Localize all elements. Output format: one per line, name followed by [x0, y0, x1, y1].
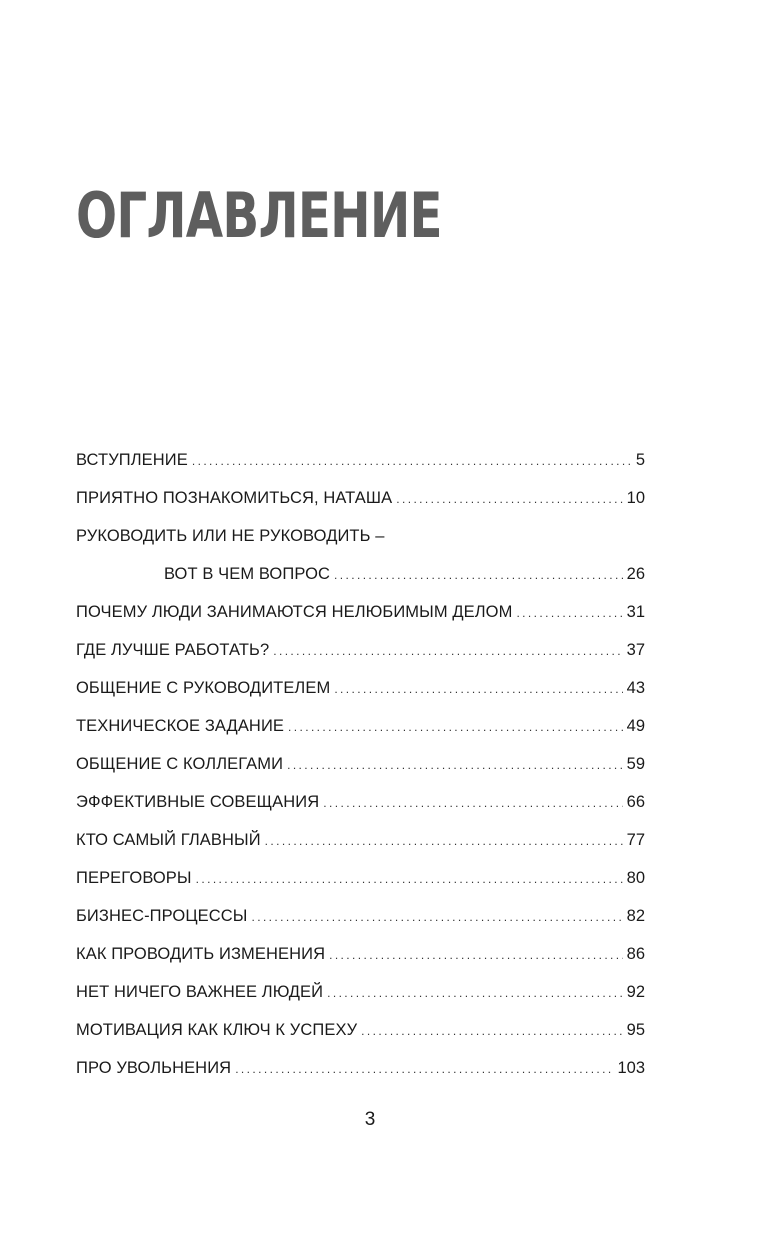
- toc-page-number: 31: [626, 603, 645, 621]
- toc-dot-leader: [334, 675, 622, 703]
- toc-entry-title: ОБЩЕНИЕ С КОЛЛЕГАМИ: [76, 755, 284, 773]
- toc-dot-leader: [265, 827, 623, 855]
- toc-entry-title: НЕТ НИЧЕГО ВАЖНЕЕ ЛЮДЕЙ: [76, 983, 324, 1001]
- toc-entry[interactable]: [76, 598, 645, 626]
- toc-dot-leader: [361, 1017, 622, 1045]
- toc-entry[interactable]: [76, 864, 645, 892]
- toc-entry-title: ВСТУПЛЕНИЕ: [76, 451, 188, 469]
- page-title: ОГЛАВЛЕНИЕ: [76, 179, 442, 252]
- toc-entry-title: ПЕРЕГОВОРЫ: [76, 869, 192, 887]
- toc-entry[interactable]: [76, 712, 645, 740]
- toc-entry[interactable]: [76, 674, 645, 702]
- toc-page-number: 43: [626, 679, 645, 697]
- toc-entry-title: МОТИВАЦИЯ КАК КЛЮЧ К УСПЕХУ: [76, 1021, 358, 1039]
- page-number: 3: [364, 1109, 376, 1130]
- toc-page-number: 95: [626, 1021, 645, 1039]
- toc-entry[interactable]: [76, 826, 645, 854]
- toc-entry[interactable]: [76, 750, 645, 778]
- toc-dot-leader: [329, 941, 623, 969]
- table-of-contents: [76, 446, 645, 1092]
- toc-page-number: 59: [626, 755, 645, 773]
- toc-entry[interactable]: [76, 902, 645, 930]
- toc-dot-leader: [334, 561, 623, 589]
- toc-page-number: 26: [626, 565, 645, 583]
- toc-page-number: 86: [626, 945, 645, 963]
- toc-dot-leader: [327, 979, 623, 1007]
- toc-dot-leader: [396, 485, 622, 513]
- toc-entry-title-continuation: ВОТ В ЧЕМ ВОПРОС: [164, 565, 331, 583]
- toc-entry-title: РУКОВОДИТЬ ИЛИ НЕ РУКОВОДИТЬ –: [76, 527, 385, 545]
- toc-entry-title: ПРО УВОЛЬНЕНИЯ: [76, 1059, 232, 1077]
- toc-entry-title: БИЗНЕС-ПРОЦЕССЫ: [76, 907, 248, 925]
- toc-entry[interactable]: [76, 484, 645, 512]
- toc-entry-title: КТО САМЫЙ ГЛАВНЫЙ: [76, 831, 261, 849]
- toc-page-number: 10: [626, 489, 645, 507]
- toc-dot-leader: [288, 713, 623, 741]
- toc-page-number: 103: [617, 1059, 645, 1077]
- toc-page-number: 80: [626, 869, 645, 887]
- toc-entry[interactable]: [76, 1054, 645, 1082]
- toc-entry[interactable]: [76, 1016, 645, 1044]
- toc-entry-title: ГДЕ ЛУЧШЕ РАБОТАТЬ?: [76, 641, 270, 659]
- toc-entry[interactable]: [76, 636, 645, 664]
- toc-entry[interactable]: [76, 522, 645, 588]
- toc-dot-leader: [196, 865, 623, 893]
- toc-dot-leader: [287, 751, 623, 779]
- toc-entry-title: ПРИЯТНО ПОЗНАКОМИТЬСЯ, НАТАША: [76, 489, 393, 507]
- toc-page-number: 92: [626, 983, 645, 1001]
- toc-page-number: 37: [626, 641, 645, 659]
- toc-entry[interactable]: [76, 788, 645, 816]
- toc-entry[interactable]: [76, 446, 645, 474]
- toc-entry[interactable]: [76, 940, 645, 968]
- toc-dot-leader: [516, 599, 622, 627]
- toc-dot-leader: [235, 1055, 613, 1083]
- toc-dot-leader: [192, 447, 632, 475]
- toc-entry-title: ОБЩЕНИЕ С РУКОВОДИТЕЛЕМ: [76, 679, 331, 697]
- toc-dot-leader: [251, 903, 622, 931]
- toc-page-number: 5: [635, 451, 645, 469]
- toc-entry[interactable]: [76, 978, 645, 1006]
- toc-dot-leader: [273, 637, 622, 665]
- toc-dot-leader: [323, 789, 622, 817]
- toc-entry-title: ТЕХНИЧЕСКОЕ ЗАДАНИЕ: [76, 717, 285, 735]
- toc-page-number: 49: [626, 717, 645, 735]
- toc-page-number: 66: [626, 793, 645, 811]
- toc-entry-title: КАК ПРОВОДИТЬ ИЗМЕНЕНИЯ: [76, 945, 326, 963]
- toc-page-number: 77: [626, 831, 645, 849]
- toc-entry-title: ЭФФЕКТИВНЫЕ СОВЕЩАНИЯ: [76, 793, 320, 811]
- toc-page-number: 82: [626, 907, 645, 925]
- toc-entry-title: ПОЧЕМУ ЛЮДИ ЗАНИМАЮТСЯ НЕЛЮБИМЫМ ДЕЛОМ: [76, 603, 513, 621]
